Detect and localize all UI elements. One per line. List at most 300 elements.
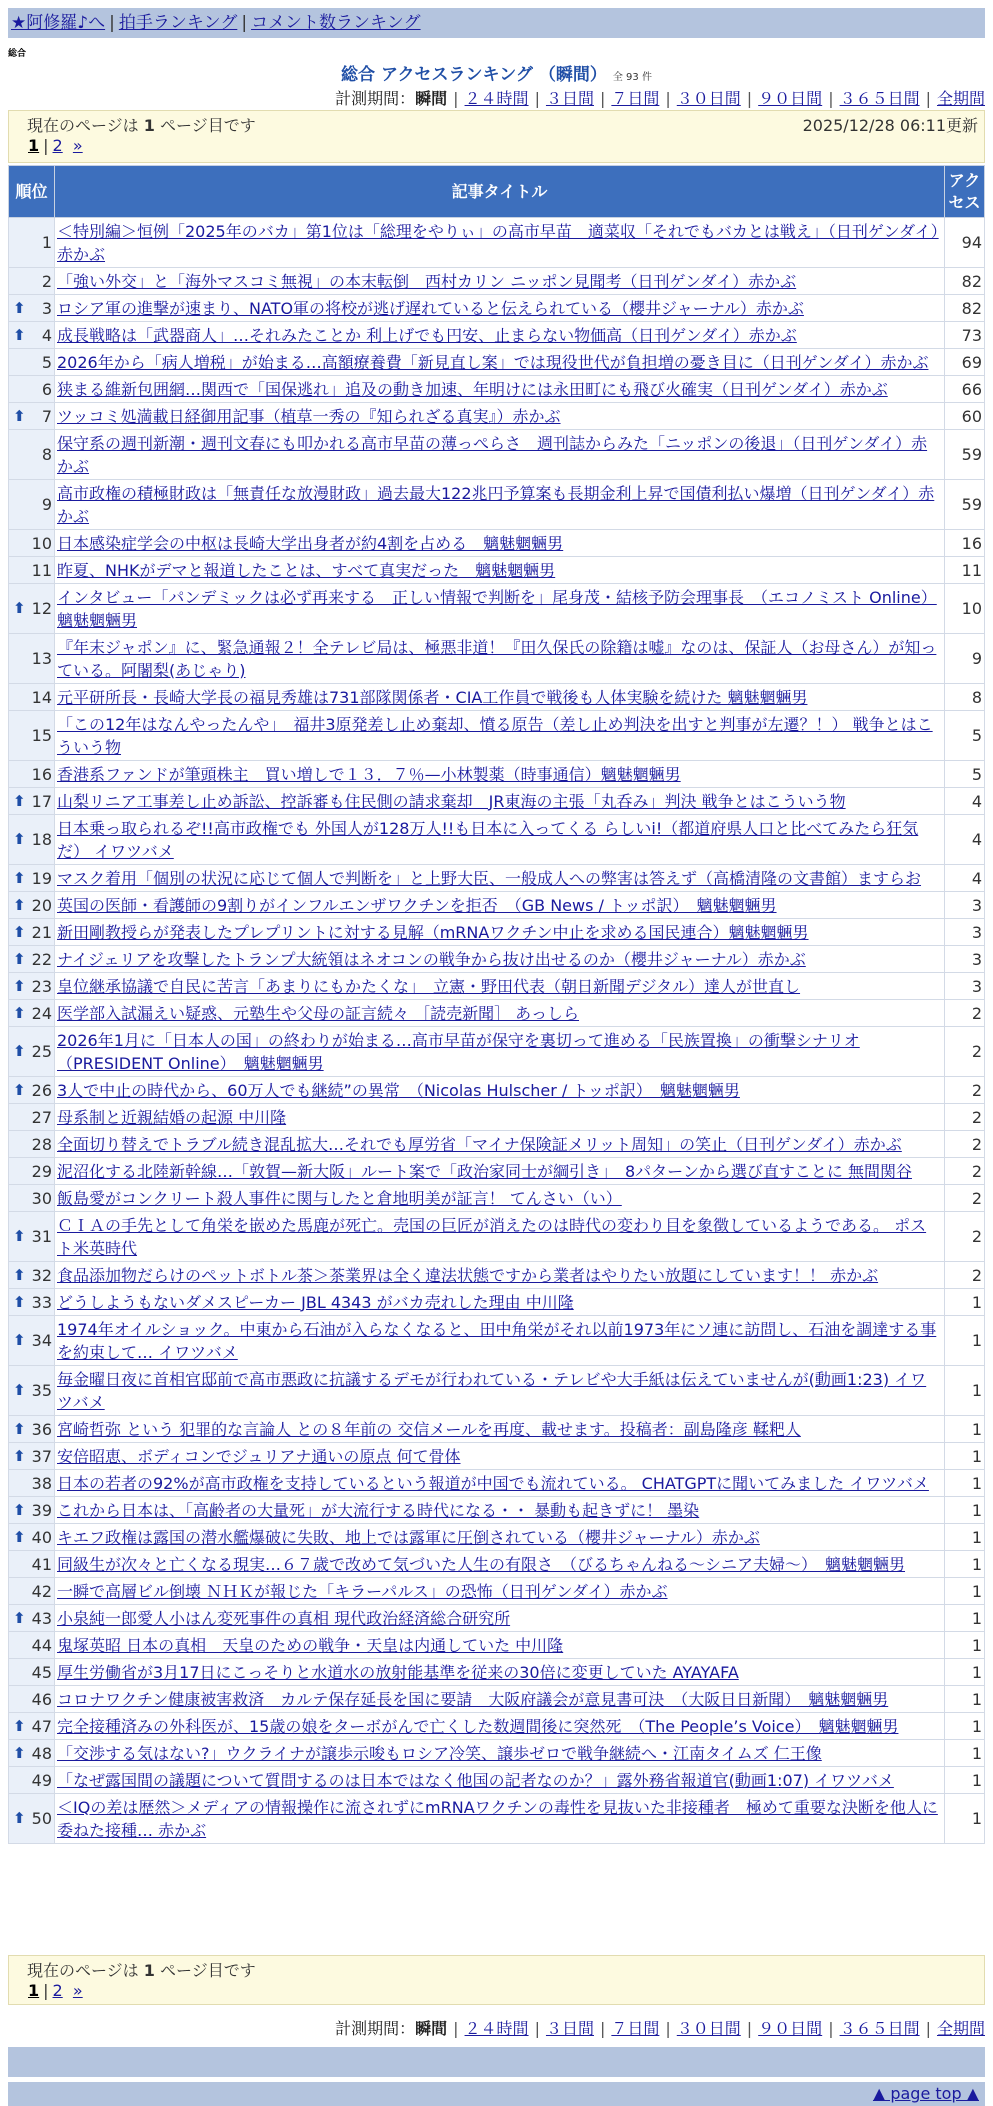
rank-cell [9,1000,55,1027]
article-title-link[interactable]: コロナワクチン健康被害救済 カルテ保存延長を国に要請 大阪府議会が意見書可決 （大阪日日新聞） 魑魅魍魎男 [57,1689,889,1709]
article-title-link[interactable]: 元平研所長・長崎大学長の福見秀雄は731部隊関係者・CIA工作員で戦後も人体実験を続けた 魑魅魍魎男 [57,687,808,707]
table-row [9,403,985,430]
title-cell [55,711,945,761]
rank-up-arrow-icon: ⬆ [13,1500,26,1519]
rank-number: 49 [31,1770,52,1790]
title-cell [55,403,945,430]
title-cell [55,1497,945,1524]
table-row [9,295,985,322]
title-cell [55,1158,945,1185]
article-title-link[interactable]: 小泉純一郎愛人小はん変死事件の真相 現代政治経済総合研究所 [57,1608,511,1628]
article-title-link[interactable]: ロシア軍の進撃が速まり、NATO軍の将校が逃げ遅れていると伝えられている（櫻井ジャーナル）赤かぶ [57,298,804,318]
rank-cell [9,1262,55,1289]
rank-up-arrow-icon: ⬆ [13,1381,26,1399]
access-count: 1 [945,1578,985,1605]
table-row [9,557,985,584]
table-row [9,919,985,946]
access-count: 1 [945,1551,985,1578]
rank-cell [9,1659,55,1686]
access-count: 3 [945,919,985,946]
table-row [9,788,985,815]
rank-cell [9,1443,55,1470]
rank-number: 18 [31,830,52,849]
access-count: 2 [945,1185,985,1212]
title-cell [55,684,945,711]
access-count: 1 [945,1713,985,1740]
rank-up-arrow-icon: ⬆ [13,1292,26,1311]
table-row [9,322,985,349]
article-title-link[interactable]: 毎金曜日夜に首相官邸前で高市悪政に抗議するデモが行われている・テレビや大手紙は伝えていませんが(動画1:23) イワツバメ [57,1369,927,1412]
table-row [9,1027,985,1077]
rank-number: 17 [31,791,52,811]
rank-up-arrow-icon: ⬆ [13,895,26,914]
access-count: 4 [945,788,985,815]
rank-number: 23 [31,976,52,996]
article-title-link[interactable]: マスク着用「個別の状況に応じて個人で判断を」と上野大臣、一般成人への弊害は答えず（高橋清隆の文書館）ますらお [57,868,922,888]
article-title-link[interactable]: 飯島愛がコンクリート殺人事件に関与したと倉地明美が証言！ てんさい（い） [57,1188,622,1208]
access-count: 2 [945,1212,985,1262]
title-cell [55,1605,945,1632]
col-access: アクセス [945,166,985,218]
title-cell [55,1686,945,1713]
table-row [9,1131,985,1158]
table-row [9,634,985,684]
rank-cell [9,892,55,919]
table-row [9,430,985,480]
rank-cell [9,1416,55,1443]
title-cell [55,268,945,295]
pager-top [8,110,985,163]
article-title-link[interactable]: これから日本は、「高齢者の大量死」が大流行する時代になる・・ 暴動も起きずに！ 墨染 [57,1500,700,1520]
title-cell [55,1212,945,1262]
article-title-link[interactable]: ツッコミ処満載日経御用記事（植草一秀の『知られざる真実』）赤かぶ [57,406,561,426]
table-row [9,1262,985,1289]
access-count: 2 [945,1027,985,1077]
period-7d-link[interactable]: ７日間 [611,2019,660,2038]
access-count: 66 [945,376,985,403]
rank-up-arrow-icon: ⬆ [13,1716,26,1735]
rank-cell [9,1794,55,1844]
footer-bar [8,2047,985,2077]
period-30d-link[interactable]: ３０日間 [676,89,741,108]
rank-number: 19 [31,868,52,888]
rank-number: 20 [31,895,52,915]
rank-cell [9,1185,55,1212]
rank-cell [9,761,55,788]
rank-cell [9,1767,55,1794]
article-title-link[interactable]: ＣＩＡの手先として角栄を嵌めた馬鹿が死亡。売国の巨匠が消えたのは時代の変わり目を象徴しているようである。 ポスト米英時代 [57,1215,927,1258]
table-row [9,1158,985,1185]
rank-number: 37 [31,1446,52,1466]
article-title-link[interactable]: ＜特別編＞恒例「2025年のバカ」第1位は「総理をやりぃ」の高市早苗 適菜収「それでもバカとは戦え」（日刊ゲンダイ）赤かぶ [57,221,939,264]
rank-up-arrow-icon: ⬆ [13,1080,26,1099]
period-all-link[interactable]: 全期間 [936,2019,985,2038]
rank-cell [9,815,55,865]
title-cell [55,430,945,480]
title-cell [55,530,945,557]
article-title-link[interactable]: 安倍昭恵、ボディコンでジュリアナ通いの原点 何て骨体 [57,1446,461,1466]
title-cell [55,480,945,530]
article-title-link[interactable]: 2026年1月に「日本人の国」の終わりが始まる…高市早苗が保守を裏切って進める「民族置換」の衝撃シナリオ （PRESIDENT Online） 魑魅魍魎男 [57,1030,860,1073]
period-90d-link[interactable]: ９０日間 [758,89,823,108]
article-title-link[interactable]: 鬼塚英昭 日本の真相 天皇のための戦争・天皇は内通していた 中川隆 [57,1635,564,1655]
title-cell [55,1289,945,1316]
access-count: 10 [945,584,985,634]
clap-ranking-link[interactable]: 拍手ランキング [118,13,238,33]
rank-cell [9,1686,55,1713]
table-row [9,1524,985,1551]
table-row [9,1077,985,1104]
article-title-link[interactable]: 成長戦略は「武器商人」…それみたことか 利上げでも円安、止まらない物価高（日刊ゲンダイ）赤かぶ [57,325,797,345]
rank-number: 35 [31,1381,52,1400]
article-title-link[interactable]: 完全接種済みの外科医が、15歳の娘をターボがんで亡くした数週間後に突然死 （The People’s Voice） 魑魅魍魎男 [57,1716,899,1736]
article-title-link[interactable]: 母系制と近親結婚の起源 中川隆 [57,1107,287,1127]
table-row [9,1000,985,1027]
title-cell [55,1000,945,1027]
article-title-link[interactable]: 日本の若者の92%が高市政権を支持しているという報道が中国でも流れている。 CHATGPTに聞いてみました イワツバメ [57,1473,929,1493]
rank-cell [9,295,55,322]
article-title-link[interactable]: 保守系の週刊新潮・週刊文春にも叩かれる高市早苗の薄っぺらさ 週刊誌からみた「ニッポンの後退」（日刊ゲンダイ）赤かぶ [57,433,928,476]
rank-cell [9,919,55,946]
table-row [9,1289,985,1316]
rank-up-arrow-icon: ⬆ [13,1227,26,1245]
title-cell [55,946,945,973]
table-row [9,1659,985,1686]
title-cell [55,1794,945,1844]
rank-up-arrow-icon: ⬆ [13,599,26,617]
rank-number: 42 [31,1581,52,1601]
update-timestamp: 2025/12/28 06:11更新 [802,116,978,135]
rank-up-arrow-icon: ⬆ [13,1265,26,1284]
rank-cell [9,634,55,684]
article-title-link[interactable]: 日本乗っ取られるぞ!!高市政権でも 外国人が128万人!!も日本に入ってくる らしいi!（都道府県人口と比べてみたら狂気だ） イワツバメ [57,818,919,861]
table-row [9,1316,985,1366]
rank-number: 12 [31,599,52,618]
rank-number: 36 [31,1419,52,1439]
rank-cell [9,1131,55,1158]
rank-cell [9,1578,55,1605]
period-3d-link[interactable]: ３日間 [545,2019,594,2038]
rank-cell [9,1027,55,1077]
access-count: 5 [945,761,985,788]
period-90d-link[interactable]: ９０日間 [758,2019,823,2038]
rank-number: 38 [31,1473,52,1493]
access-count: 5 [945,711,985,761]
access-count: 59 [945,430,985,480]
rank-cell [9,1470,55,1497]
article-title-link[interactable]: 新田剛教授らが発表したプレプリントに対する見解（mRNAワクチン中止を求める国民連合）魑魅魍魎男 [57,922,809,942]
title-cell [55,1262,945,1289]
rank-up-arrow-icon: ⬆ [13,830,26,848]
period-label: 計測期間： [335,2019,416,2038]
rank-number: 3 [41,298,52,318]
period-selector-top: 計測期間：瞬間 | ２４時間 | ３日間 | ７日間 | ３０日間 | ９０日間 | ３６５日間 | 全期間 [335,89,985,108]
article-title-link[interactable]: 『年末ジャポン』に、緊急通報２！全テレビ局は、極悪非道！『田久保氏の除籍は嘘』なのは、保証人（お母さん）が知っている。阿闍梨(あじゃり) [57,637,937,680]
title-cell [55,1767,945,1794]
article-title-link[interactable]: ナイジェリアを攻撃したトランプ大統領はネオコンの戦争から抜け出せるのか（櫻井ジャーナル）赤かぶ [57,949,806,969]
title-cell [55,376,945,403]
rank-cell [9,1077,55,1104]
rank-up-arrow-icon: ⬆ [13,1743,26,1762]
access-count: 1 [945,1632,985,1659]
article-title-link[interactable]: 「なぜ露国間の議題について質問するのは日本ではなく他国の記者なのか？」露外務省報道官(動画1:07) イワツバメ [57,1770,894,1790]
access-count: 94 [945,218,985,268]
pager-bottom [8,1955,985,2005]
rank-number: 9 [41,495,52,514]
access-count: 1 [945,1366,985,1416]
title-cell [55,1185,945,1212]
title-cell [55,865,945,892]
rank-cell [9,557,55,584]
next-page-link[interactable]: » [72,1981,83,2000]
rank-up-arrow-icon: ⬆ [13,1419,26,1438]
ranking-table [8,165,985,1844]
rank-number: 16 [31,764,52,784]
rank-cell [9,1551,55,1578]
item-count: 全 93 件 [612,72,652,83]
access-count: 9 [945,634,985,684]
rank-number: 24 [31,1003,52,1023]
title-cell [55,1470,945,1497]
rank-number: 50 [31,1809,52,1828]
page-current: 1 [28,136,40,155]
rank-number: 47 [31,1716,52,1736]
table-row [9,1632,985,1659]
nav-separator: | [241,13,248,33]
page-2-link[interactable]: 2 [52,136,63,155]
title-cell [55,1524,945,1551]
title-cell [55,1077,945,1104]
article-title-link[interactable]: 厚生労働省が3月17日にこっそりと水道水の放射能基準を従来の30倍に変更していた AYAYAFA [57,1662,739,1682]
article-title-link[interactable]: 医学部入試漏えい疑惑、元塾生や父母の証言続々 ［読売新聞］ あっしら [57,1003,580,1023]
access-count: 1 [945,1794,985,1844]
rank-cell [9,403,55,430]
period-24h-link[interactable]: ２４時間 [464,2019,529,2038]
rank-up-arrow-icon: ⬆ [13,1809,26,1827]
title-cell [55,584,945,634]
rank-number: 14 [31,687,52,707]
article-title-link[interactable]: 香港系ファンドが筆頭株主 買い増しで１３．７％—小林製薬（時事通信）魑魅魍魎男 [57,764,681,784]
comment-ranking-link[interactable]: コメント数ランキング [251,13,421,33]
table-row [9,1713,985,1740]
article-title-link[interactable]: 皇位継承協議で自民に苦言「あまりにもかたくな」 立憲・野田代表（朝日新聞デジタル）達人が世直し [57,976,801,996]
access-count: 1 [945,1524,985,1551]
next-page-link[interactable]: » [72,136,83,155]
title-cell [55,1632,945,1659]
article-title-link[interactable]: 1974年オイルショック。中東から石油が入らなくなると、田中角栄がそれ以前1973年にソ連に訪問し、石油を調達する事を約束して… イワツバメ [57,1319,937,1362]
period-current: 瞬間 [415,2019,448,2038]
rank-cell [9,711,55,761]
access-count: 1 [945,1659,985,1686]
rank-cell [9,268,55,295]
table-row [9,1416,985,1443]
rank-up-arrow-icon: ⬆ [13,949,26,968]
table-row [9,1578,985,1605]
access-count: 1 [945,1470,985,1497]
article-title-link[interactable]: 日本感染症学会の中枢は長崎大学出身者が約4割を占める 魑魅魍魎男 [57,533,564,553]
nav-separator: | [109,13,115,33]
page-info: 現在のページは 1 ページ目です [27,116,256,135]
period-24h-link[interactable]: ２４時間 [464,89,529,108]
access-count: 2 [945,1262,985,1289]
article-title-link[interactable]: 「この12年はなんやったんや」 福井3原発差し止め棄却、憤る原告（差し止め判決を出すと判事が左遷？！） 戦争とはこういう物 [57,714,933,757]
table-row [9,1185,985,1212]
rank-cell [9,1158,55,1185]
article-title-link[interactable]: 同級生が次々と亡くなる現実…６７歳で改めて気づいた人生の有限さ （びるちゃんねる〜シニア夫婦〜） 魑魅魍魎男 [57,1554,906,1574]
title-cell [55,788,945,815]
article-title-link[interactable]: インタビュー「パンデミックは必ず再来する 正しい情報で判断を」尾身茂・結核予防会理事長 （エコノミスト Online）魑魅魍魎男 [57,587,937,630]
access-count: 4 [945,865,985,892]
rank-cell [9,1713,55,1740]
table-row [9,946,985,973]
rank-number: 34 [31,1331,52,1350]
rank-cell [9,322,55,349]
rank-number: 25 [31,1042,52,1061]
title-cell [55,1416,945,1443]
page-2-link[interactable]: 2 [52,1981,63,2000]
table-row [9,1104,985,1131]
rank-cell [9,1316,55,1366]
rank-number: 31 [31,1227,52,1246]
article-title-link[interactable]: 高市政権の積極財政は「無責任な放漫財政」過去最大122兆円予算案も長期金利上昇で国債利払い爆増（日刊ゲンダイ）赤かぶ [57,483,935,526]
table-row [9,268,985,295]
rank-cell [9,1524,55,1551]
access-count: 60 [945,403,985,430]
rank-up-arrow-icon: ⬆ [13,868,26,887]
rank-number: 40 [31,1527,52,1547]
table-row [9,865,985,892]
rank-number: 30 [31,1188,52,1208]
rank-number: 7 [41,406,52,426]
rank-up-arrow-icon: ⬆ [13,1003,26,1022]
rank-number: 26 [31,1080,52,1100]
page-top-link[interactable]: ▲ page top ▲ [872,2084,979,2103]
article-title-link[interactable]: 泥沼化する北陸新幹線…「敦賀—新大阪」ルート案で「政治家同士が綱引き」 8パターンから選び直すことに 無間関谷 [57,1161,912,1181]
rank-cell [9,218,55,268]
article-title-link[interactable]: 「交渉する気はない?」ウクライナが譲歩示唆もロシア冷笑、譲歩ゼロで戦争継続へ・江南タイムズ 仁王像 [57,1743,822,1763]
access-count: 1 [945,1767,985,1794]
article-title-link[interactable]: 全面切り替えでトラブル続き混乱拡大…それでも厚労省「マイナ保険証メリット周知」の笑止（日刊ゲンダイ）赤かぶ [57,1134,902,1154]
table-row [9,1366,985,1416]
rank-number: 43 [31,1608,52,1628]
access-count: 1 [945,1289,985,1316]
access-count: 4 [945,815,985,865]
access-count: 69 [945,349,985,376]
period-all-link[interactable]: 全期間 [936,89,985,108]
rank-cell [9,480,55,530]
access-count: 1 [945,1740,985,1767]
table-row [9,1767,985,1794]
title-cell [55,1443,945,1470]
rank-number: 41 [31,1554,52,1574]
rank-cell [9,1289,55,1316]
title-cell [55,1713,945,1740]
title-cell [55,892,945,919]
rank-number: 1 [41,233,52,252]
table-row [9,1212,985,1262]
rank-number: 10 [31,533,52,553]
title-cell [55,557,945,584]
article-title-link[interactable]: 食品添加物だらけのペットボトル茶＞茶業界は全く違法状態ですから業者はやりたい放題にしています！！ 赤かぶ [57,1265,879,1285]
article-title-link[interactable]: ＜IQの差は歴然＞メディアの情報操作に流されずにmRNAワクチンの毒性を見抜いた非接種者 極めて重要な決断を他人に委ねた接種… 赤かぶ [57,1797,938,1840]
period-7d-link[interactable]: ７日間 [611,89,660,108]
table-row [9,376,985,403]
rank-cell [9,584,55,634]
page-top-bar [8,2082,985,2106]
access-count: 3 [945,973,985,1000]
home-link[interactable]: ★阿修羅♪へ [11,13,106,33]
title-cell [55,1366,945,1416]
article-title-link[interactable]: キエフ政権は露国の潜水艦爆破に失敗、地上では露軍に圧倒されている（櫻井ジャーナル）赤かぶ [57,1527,760,1547]
article-title-link[interactable]: 昨夏、NHKがデマと報道したことは、すべて真実だった 魑魅魍魎男 [57,560,556,580]
top-nav-bar [8,8,985,38]
title-cell [55,973,945,1000]
rank-cell [9,1104,55,1131]
rank-up-arrow-icon: ⬆ [13,298,26,317]
article-title-link[interactable]: 3人で中止の時代から、60万人でも継続”の異常 （Nicolas Hulscher / トッポ訳） 魑魅魍魎男 [57,1080,740,1100]
period-30d-link[interactable]: ３０日間 [676,2019,741,2038]
title-cell [55,1027,945,1077]
rank-number: 4 [41,325,52,345]
access-count: 82 [945,268,985,295]
rank-number: 6 [41,379,52,399]
title-cell [55,761,945,788]
table-row [9,1443,985,1470]
rank-cell [9,530,55,557]
rank-up-arrow-icon: ⬆ [13,406,26,425]
rank-number: 2 [41,271,52,291]
table-row [9,1497,985,1524]
rank-up-arrow-icon: ⬆ [13,1331,26,1349]
access-count: 1 [945,1605,985,1632]
rank-cell [9,430,55,480]
rank-cell [9,349,55,376]
rank-cell [9,1632,55,1659]
rank-up-arrow-icon: ⬆ [13,922,26,941]
period-365d-link[interactable]: ３６５日間 [839,89,920,108]
table-row [9,530,985,557]
article-title-link[interactable]: 「強い外交」と「海外マスコミ無視」の本末転倒 西村カリン ニッポン見聞考（日刊ゲンダイ）赤かぶ [57,271,797,291]
title-cell [55,1578,945,1605]
rank-up-arrow-icon: ⬆ [13,1446,26,1465]
rank-cell [9,865,55,892]
table-row [9,480,985,530]
category-tag: 総合 [8,49,27,59]
article-title-link[interactable]: 一瞬で高層ビル倒壊 ＮＨＫが報じた「キラーパルス」の恐怖（日刊ゲンダイ）赤かぶ [57,1581,668,1601]
access-count: 59 [945,480,985,530]
page-current: 1 [28,1981,40,2000]
period-selector-bottom: 計測期間：瞬間 | ２４時間 | ３日間 | ７日間 | ３０日間 | ９０日間 | ３６５日間 | 全期間 [335,2019,985,2038]
table-row [9,711,985,761]
rank-up-arrow-icon: ⬆ [13,325,26,344]
access-count: 2 [945,1077,985,1104]
article-title-link[interactable]: 狭まる維新包囲網…関西で「国保逃れ」追及の動き加速、年明けには永田町にも飛び火確実（日刊ゲンダイ）赤かぶ [57,379,888,399]
rank-number: 5 [41,352,52,372]
period-365d-link[interactable]: ３６５日間 [839,2019,920,2038]
article-title-link[interactable]: 英国の医師・看護師の9割りがインフルエンザワクチンを拒否 （GB News / トッポ訳） 魑魅魍魎男 [57,895,777,915]
period-3d-link[interactable]: ３日間 [545,89,594,108]
page-links: 1 | 2 » [28,1981,83,2000]
rank-cell [9,1497,55,1524]
access-count: 1 [945,1497,985,1524]
title-cell [55,919,945,946]
article-title-link[interactable]: 2026年から「病人増税」が始まる…高額療養費「新見直し案」では現役世代が負担増の憂き目に（日刊ゲンダイ）赤かぶ [57,352,929,372]
rank-cell [9,1366,55,1416]
rank-number: 28 [31,1134,52,1154]
article-title-link[interactable]: 山梨リニア工事差し止め訴訟、控訴審も住民側の請求棄却 JR東海の主張「丸呑み」判決 戦争とはこういう物 [57,791,846,811]
article-title-link[interactable]: どうしようもないダメスピーカー JBL 4343 がバカ売れした理由 中川隆 [57,1292,574,1312]
article-title-link[interactable]: 宮崎哲弥 という 犯罪的な言論人 との８年前の 交信メールを再度、載せます。投稿者：副島隆彦 鞣粑人 [57,1419,801,1439]
